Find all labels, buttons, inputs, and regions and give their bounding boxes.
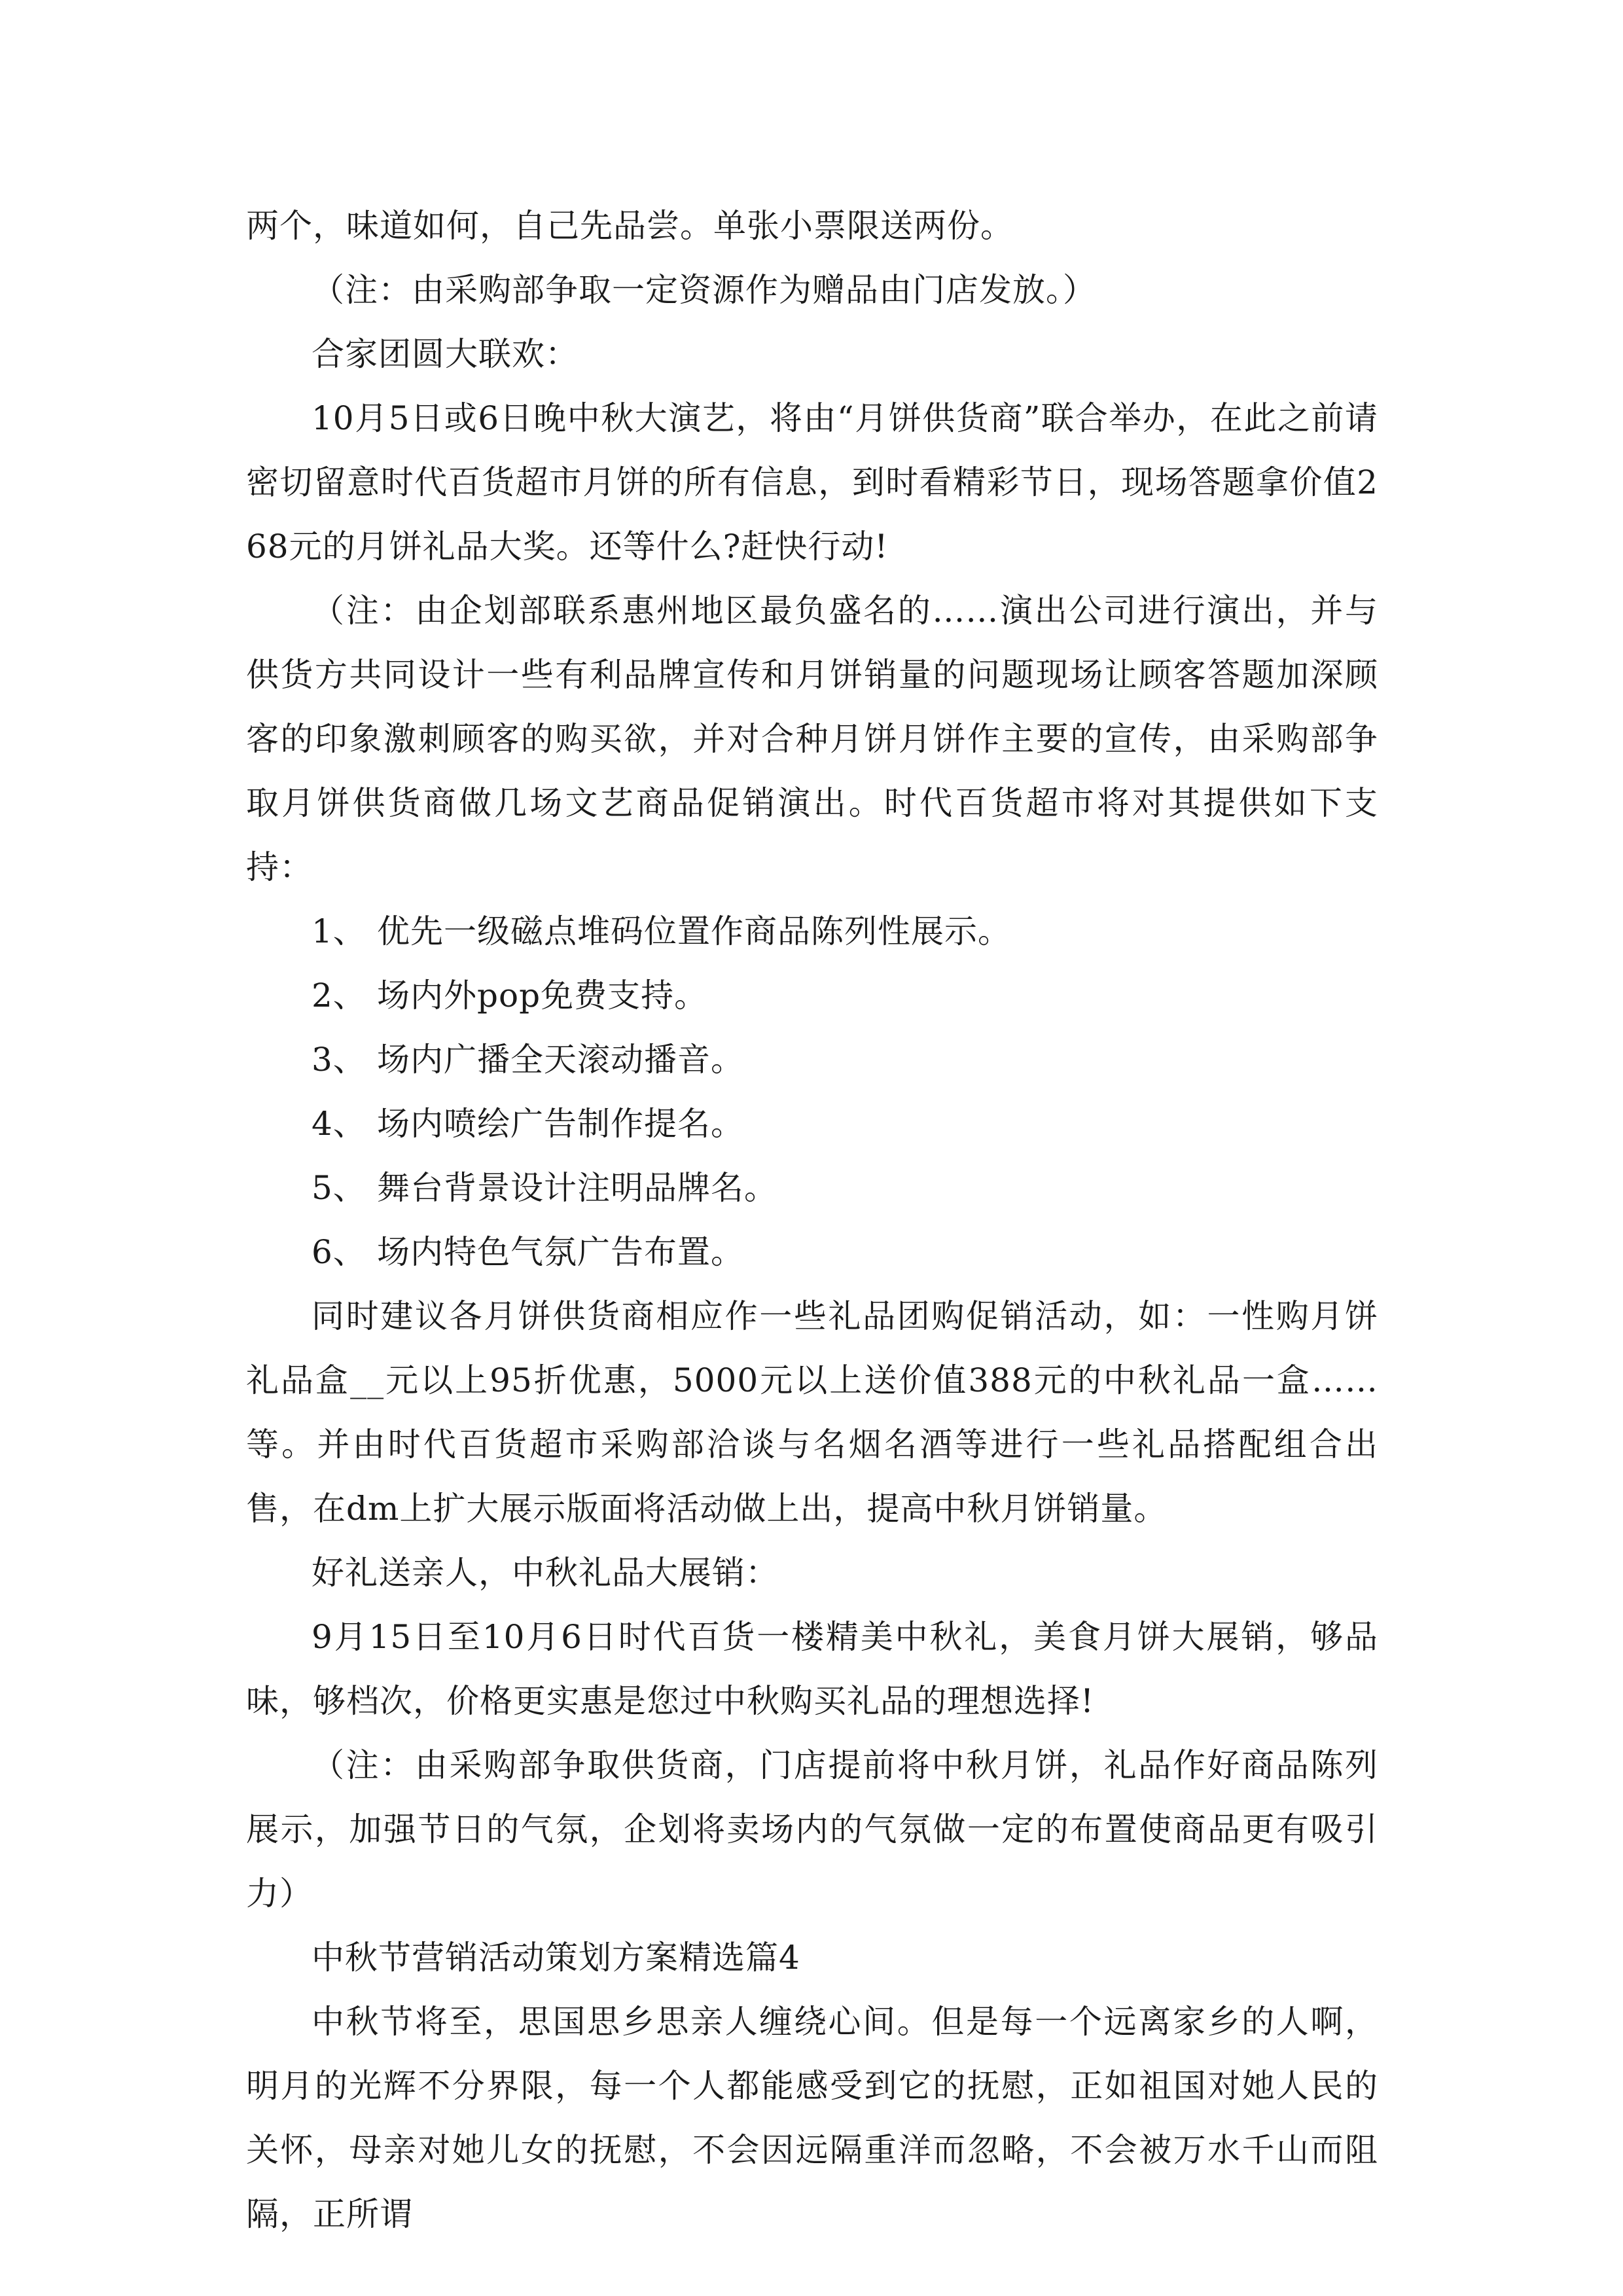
list-number: 1、 <box>312 912 366 950</box>
list-text: 优先一级磁点堆码位置作商品陈列性展示。 <box>377 912 1011 950</box>
paragraph-note-planning: （注：由企划部联系惠州地区最负盛名的……演出公司进行演出，并与供货方共同设计一些有利品牌宣传和月饼销量的问题现场让顾客答题加深顾客的印象激刺顾客的购买欲，并对合种月饼月饼作主要的宣传，由采购部争取月饼供货商做几场文艺商品促销演出。时代百货超市将对其提供如下支持： <box>246 592 1378 886</box>
paragraph-note-display: （注：由采购部争取供货商，门店提前将中秋月饼，礼品作好商品陈列展示，加强节日的气氛，企划将卖场内的气氛做一定的布置使商品更有吸引力） <box>246 1746 1378 1912</box>
paragraph-note-gift: （注：由采购部争取一定资源作为赠品由门店发放。） <box>312 271 1096 309</box>
paragraph-performance: 10月5日或6日晚中秋大演艺，将由“月饼供货商”联合举办，在此之前请密切留意时代百货超市月饼的所有信息，到时看精彩节日，现场答题拿价值268元的月饼礼品大奖。还等什么?赶快行动! <box>246 399 1378 565</box>
section-heading-gifts: 好礼送亲人，中秋礼品大展销： <box>312 1554 779 1592</box>
list-number: 2、 <box>312 977 366 1014</box>
section-title-part4: 中秋节营销活动策划方案精选篇4 <box>312 1939 800 1977</box>
list-text: 场内外pop免费支持。 <box>377 977 708 1014</box>
list-number: 6、 <box>312 1233 366 1271</box>
paragraph-continuation: 两个，味道如何，自己先品尝。单张小票限送两份。 <box>246 207 1014 245</box>
list-text: 场内喷绘广告制作提名。 <box>377 1105 744 1143</box>
list-number: 4、 <box>312 1105 366 1143</box>
list-item <box>246 1028 1378 1092</box>
paragraph-gift-sale: 9月15日至10月6日时代百货一楼精美中秋礼，美食月饼大展销，够品味，够档次，价格更实惠是您过中秋购买礼品的理想选择! <box>246 1618 1378 1720</box>
list-item <box>246 1156 1378 1220</box>
list-text: 场内广播全天滚动播音。 <box>377 1041 744 1079</box>
section-heading-reunion: 合家团圆大联欢： <box>312 335 579 373</box>
list-item <box>246 1092 1378 1156</box>
paragraph-mid-autumn-intro: 中秋节将至，思国思乡思亲人缠绕心间。但是每一个远离家乡的人啊，明月的光辉不分界限，每一个人都能感受到它的抚慰，正如祖国对她人民的关怀，母亲对她儿女的抚慰，不会因远隔重洋而忽略，不会被万水千山而阻隔，正所谓 <box>246 2003 1378 2233</box>
list-text: 舞台背景设计注明品牌名。 <box>377 1169 777 1207</box>
list-text: 场内特色气氛广告布置。 <box>377 1233 744 1271</box>
list-number: 3、 <box>312 1041 366 1079</box>
list-number: 5、 <box>312 1169 366 1207</box>
document-body <box>246 194 1378 2246</box>
paragraph-group-purchase: 同时建议各月饼供货商相应作一些礼品团购促销活动，如：一性购月饼礼品盒__元以上95折优惠，5000元以上送价值388元的中秋礼品一盒……等。并由时代百货超市采购部洽谈与名烟名酒等进行一些礼品搭配组合出售，在dm上扩大展示版面将活动做上出，提高中秋月饼销量。 <box>246 1297 1378 1528</box>
list-item <box>246 963 1378 1028</box>
list-item <box>246 899 1378 963</box>
list-item <box>246 1220 1378 1284</box>
